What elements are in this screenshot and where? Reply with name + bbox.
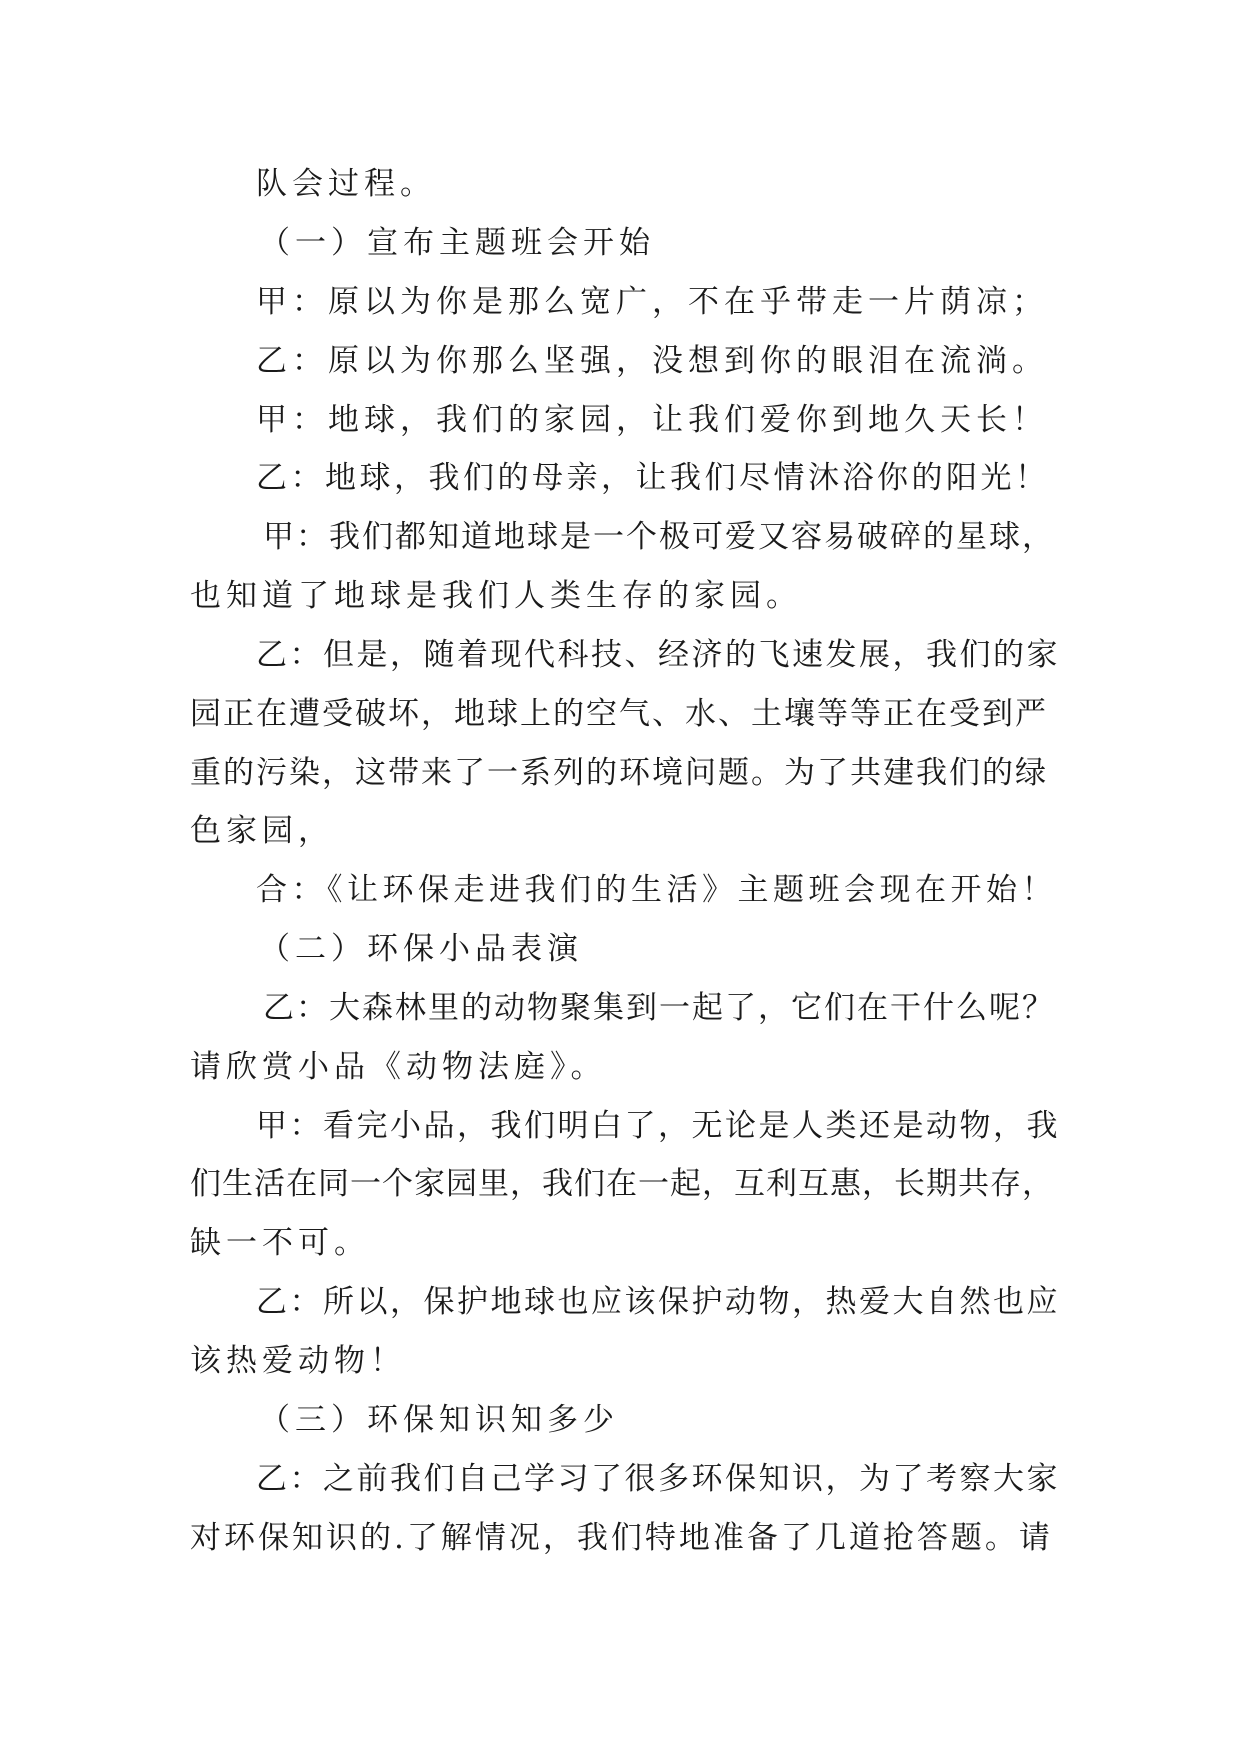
dialogue-continuation: 也知道了地球是我们人类生存的家园。 bbox=[190, 578, 802, 614]
dialogue-continuation: 请欣赏小品《动物法庭》。 bbox=[190, 1049, 607, 1085]
section-heading-2: （二）环保小品表演 bbox=[259, 931, 583, 967]
dialogue-line: 乙：地球，我们的母亲，让我们尽情沐浴你的阳光！ bbox=[256, 460, 1050, 496]
dialogue-continuation: 对环保知识的.了解情况，我们特地准备了几道抢答题。请 bbox=[190, 1520, 1053, 1556]
dialogue-continuation: 该热爱动物！ bbox=[190, 1343, 406, 1379]
dialogue-continuation: 们生活在同一个家园里，我们在一起，互利互惠，长期共存， bbox=[190, 1166, 1054, 1202]
section-heading-1: （一）宣布主题班会开始 bbox=[259, 225, 655, 261]
dialogue-line: 合：《让环保走进我们的生活》主题班会现在开始！ bbox=[256, 872, 1057, 908]
dialogue-continuation: 园正在遭受破坏，地球上的空气、水、土壤等等正在受到严 bbox=[190, 696, 1048, 732]
dialogue-continuation: 色家园， bbox=[190, 813, 334, 849]
dialogue-line: 甲：我们都知道地球是一个极可爱又容易破碎的星球， bbox=[263, 519, 1055, 555]
dialogue-line: 乙：大森林里的动物聚集到一起了，它们在干什么呢？ bbox=[263, 990, 1055, 1026]
dialogue-line: 甲：原以为你是那么宽广，不在乎带走一片荫凉； bbox=[256, 284, 1048, 320]
dialogue-continuation: 缺一不可。 bbox=[190, 1225, 370, 1261]
dialogue-line: 乙：所以，保护地球也应该保护动物，热爱大自然也应 bbox=[256, 1284, 1060, 1320]
dialogue-line: 甲：地球，我们的家园，让我们爱你到地久天长！ bbox=[256, 402, 1048, 438]
dialogue-line: 乙：原以为你那么坚强，没想到你的眼泪在流淌。 bbox=[256, 343, 1048, 379]
dialogue-continuation: 重的污染，这带来了一系列的环境问题。为了共建我们的绿 bbox=[190, 755, 1048, 791]
section-heading-3: （三）环保知识知多少 bbox=[259, 1402, 619, 1438]
dialogue-line: 乙：但是，随着现代科技、经济的飞速发展，我们的家 bbox=[256, 637, 1060, 673]
dialogue-line: 甲：看完小品，我们明白了，无论是人类还是动物，我 bbox=[256, 1108, 1060, 1144]
paragraph-line: 队会过程。 bbox=[256, 166, 436, 202]
dialogue-line: 乙：之前我们自己学习了很多环保知识，为了考察大家 bbox=[256, 1461, 1060, 1497]
